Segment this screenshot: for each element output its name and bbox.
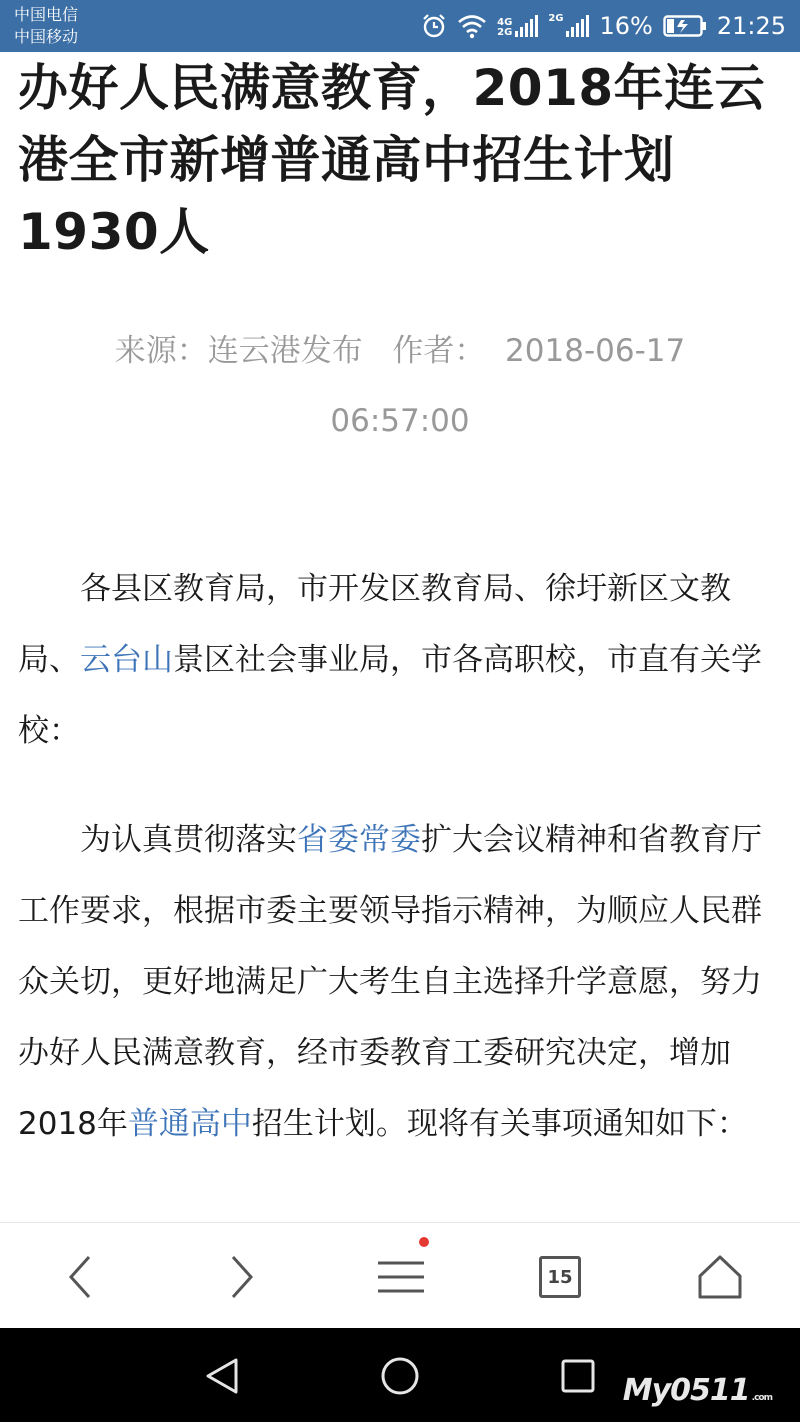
article-meta [18, 316, 782, 456]
nav-recents-icon [560, 1358, 596, 1394]
nav-back-button[interactable] [194, 1348, 250, 1404]
forward-button[interactable] [212, 1247, 272, 1307]
link-shengwei-changwei[interactable]: 省委常委 [297, 822, 421, 858]
back-icon [65, 1253, 95, 1301]
menu-button[interactable] [371, 1247, 431, 1307]
publish-date: 2018-06-17 [505, 333, 686, 369]
notification-dot [419, 1237, 429, 1247]
nav-recents-button[interactable] [550, 1348, 606, 1404]
network-type-2g: 2G [497, 27, 513, 38]
clock: 21:25 [716, 12, 786, 40]
forward-icon [227, 1253, 257, 1301]
signal-icon-sim1 [497, 14, 538, 38]
paragraph-text: 扩大会议精神和省教育厅工作要求，根据市委主要领导指示精神，为顺应人民群众关切，更好地满足广大考生自主选择升学意愿，努力办好人民满意教育，经市委教育工委研究决定，增加2018年 [18, 822, 762, 1142]
home-icon [697, 1254, 743, 1300]
link-putong-gaozhong[interactable]: 普通高中 [127, 1106, 252, 1142]
alarm-icon [421, 13, 447, 39]
home-button[interactable] [690, 1247, 750, 1307]
watermark-suffix: .com [751, 1393, 772, 1403]
tabs-button[interactable] [530, 1247, 590, 1307]
author-label: 作者： [392, 333, 486, 369]
carrier-info [14, 4, 78, 48]
paragraph-text: 各县区教育局，市开发区教育局、徐圩新区文教局、 [18, 571, 731, 678]
paragraph-body [18, 805, 782, 1160]
article [18, 52, 782, 1160]
signal-icon-sim2 [548, 14, 589, 38]
wifi-icon [457, 13, 487, 39]
network-type-2g-sim2: 2G [548, 13, 564, 24]
paragraph-text: 景区社会事业局，市各高职校，市直有关学校： [18, 642, 762, 749]
carrier-1: 中国电信 [14, 5, 79, 24]
back-button[interactable] [50, 1247, 110, 1307]
paragraph-text: 为认真贯彻落实 [80, 822, 297, 858]
tab-count: 15 [547, 1266, 573, 1288]
site-watermark [623, 1373, 772, 1408]
carrier-2: 中国移动 [14, 27, 79, 46]
status-icons [421, 8, 786, 44]
status-bar [0, 0, 800, 52]
link-yuntaishan[interactable]: 云台山 [80, 642, 173, 678]
article-title: 办好人民满意教育，2018年连云港全市新增普通高中招生计划1930人 [18, 59, 766, 261]
browser-toolbar [0, 1222, 800, 1328]
source-label: 来源： [114, 333, 208, 369]
paragraph-text: 招生计划。现将有关事项通知如下： [251, 1106, 748, 1142]
nav-back-icon [202, 1356, 242, 1396]
source-name: 连云港发布 [207, 333, 363, 369]
publish-time: 06:57:00 [330, 403, 470, 439]
nav-home-icon [380, 1356, 420, 1396]
tabs-icon [539, 1256, 581, 1298]
system-navigation-bar [0, 1328, 800, 1422]
battery-icon [663, 14, 707, 38]
battery-percent: 16% [599, 12, 653, 40]
network-type-4g: 4G [497, 17, 513, 28]
nav-home-button[interactable] [372, 1348, 428, 1404]
watermark-text: My0511 [622, 1373, 750, 1408]
paragraph-addressees [18, 554, 782, 767]
menu-icon [376, 1257, 426, 1297]
